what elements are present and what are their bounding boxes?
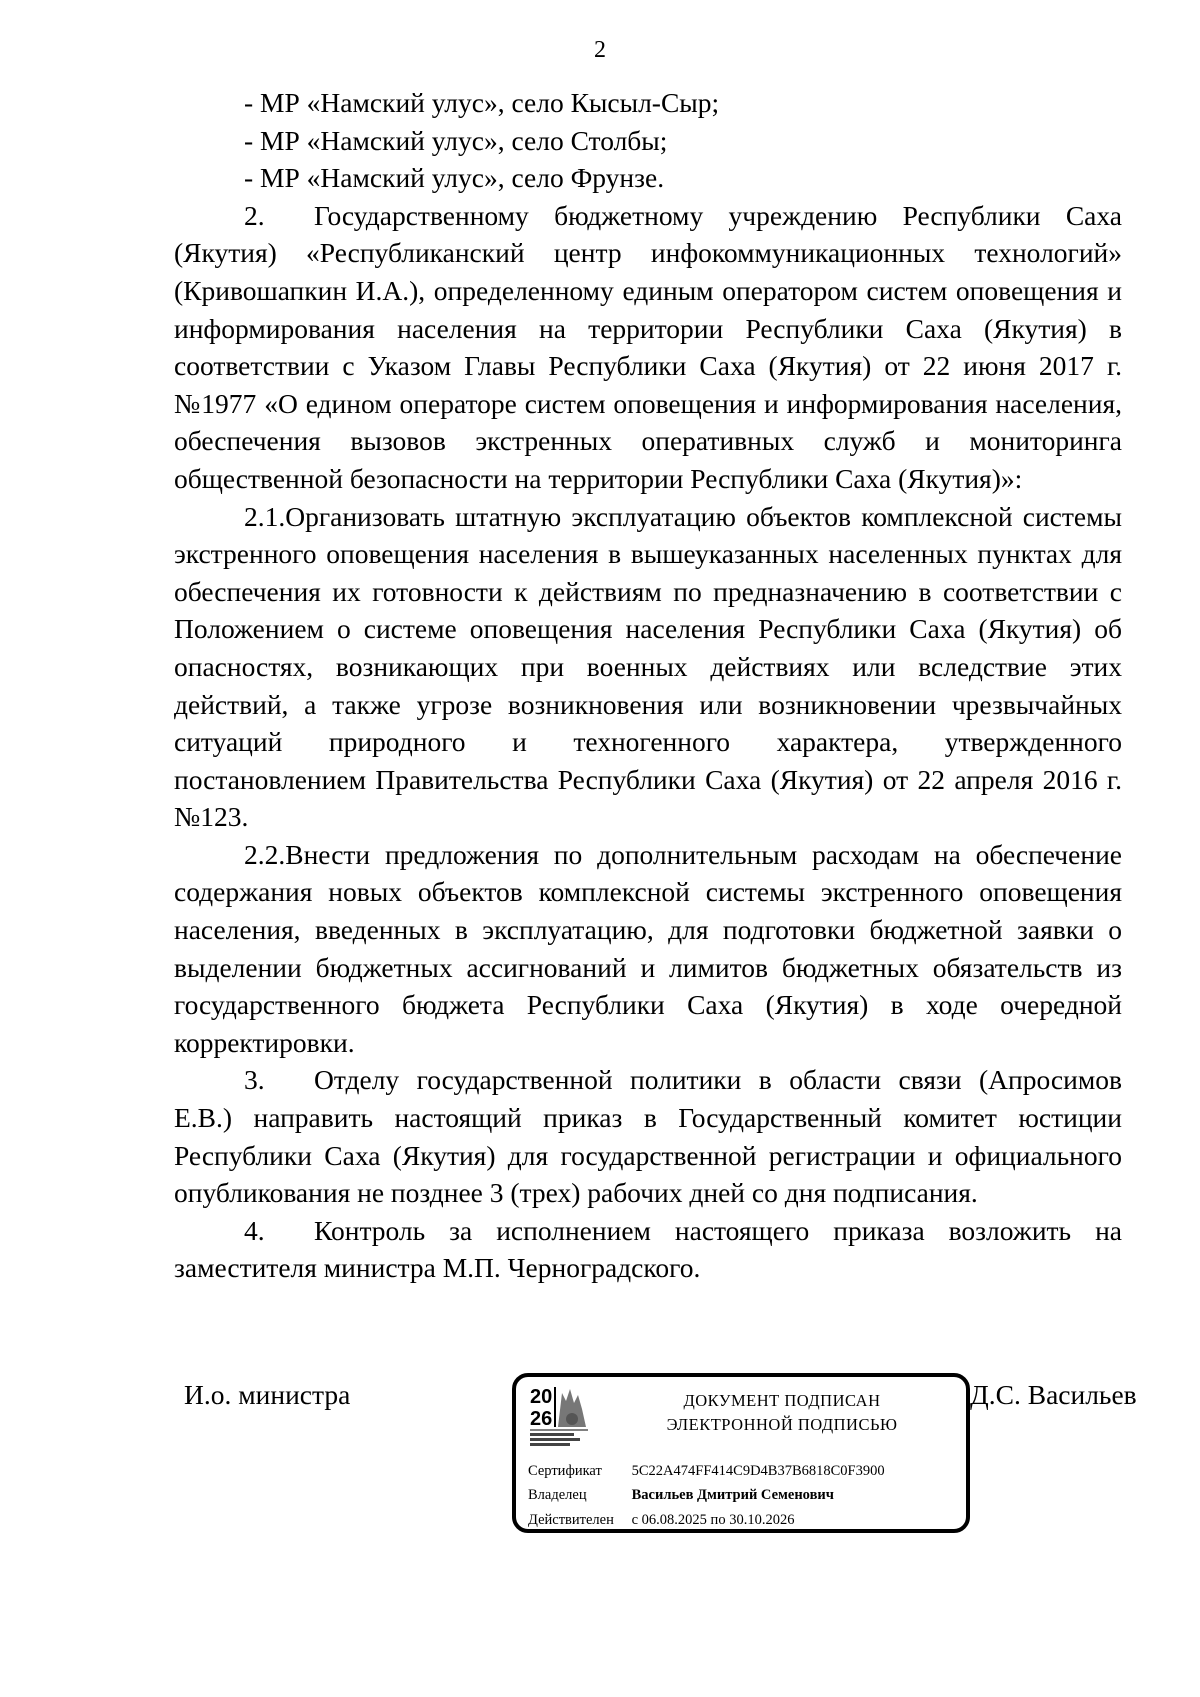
stamp-title-line: ДОКУМЕНТ ПОДПИСАН xyxy=(683,1391,881,1410)
paragraph-text: Контроль за исполнением настоящего приказа возложить на заместителя министра М.П. Черноградского. xyxy=(174,1214,1122,1284)
paragraph-number: 2.1. xyxy=(244,500,286,532)
paragraph-number: 4. xyxy=(244,1214,265,1246)
paragraph-4 xyxy=(174,1212,1122,1287)
paragraph-2-2 xyxy=(174,836,1122,1062)
list-item: - МР «Намский улус», село Кысыл-Сыр; xyxy=(244,87,720,118)
stamp-certificate-row xyxy=(528,1461,885,1481)
signer-name: Д.С. Васильев xyxy=(970,1379,1137,1410)
list-item: - МР «Намский улус», село Столбы; xyxy=(244,124,668,156)
paragraph-number: 2.2. xyxy=(244,838,286,870)
paragraph-2 xyxy=(174,197,1122,498)
paragraph-number: 3. xyxy=(244,1064,265,1096)
paragraph-text: Государственному бюджетному учреждению Республики Саха (Якутия) «Республиканский центр инфокоммуникационных технологий» (Кривошапкин И.А.), определенному единым оператором систем оповещения и информирования населения на территории Республики Саха (Якутия) в соответствии с Указом Главы Республики Саха (Якутия) от 22 июня 2017 г. №1977 «О едином операторе систем оповещения и информирования населения, обеспечения вызовов экстренных оперативных служб и мониторинга общественной безопасности на территории Республики Саха (Якутия)»: xyxy=(174,199,1122,494)
paragraph-3 xyxy=(174,1061,1122,1211)
validity-value: с 06.08.2025 по 30.10.2026 xyxy=(631,1512,795,1528)
certificate-value: 5C22A474FF414C9D4B37B6818C0F3900 xyxy=(631,1463,885,1479)
svg-text:26: 26 xyxy=(530,1408,553,1430)
paragraph-text: Внести предложения по дополнительным расходам на обеспечение содержания новых объектов комплексной системы экстренного оповещения населения, введенных в эксплуатацию, для подготовки бюджетной заявки о выделении бюджетных ассигнований и лимитов бюджетных обязательств из государственного бюджета Республики Саха (Якутия) в ходе очередной корректировки. xyxy=(174,838,1122,1058)
document-body xyxy=(174,84,1122,1287)
stamp-title-line: ЭЛЕКТРОННОЙ ПОДПИСЬЮ xyxy=(666,1415,898,1434)
paragraph-number: 2. xyxy=(244,199,265,231)
electronic-signature-stamp xyxy=(512,1373,970,1533)
certificate-label: Сертификат xyxy=(528,1463,602,1479)
paragraph-text: Организовать штатную эксплуатацию объектов комплексной системы экстренного оповещения населения в вышеуказанных населенных пунктах для обеспечения их готовности к действиям по предназначению в соответствии с Положением о системе оповещения населения Республики Саха (Якутия) об опасностях, возникающих при военных действиях или вследствие этих действий, а также угрозе возникновения или возникновении чрезвычайных ситуаций природного и техногенного характера, утвержденного постановлением Правительства Республики Саха (Якутия) от 22 апреля 2016 г. №123. xyxy=(174,500,1122,833)
stamp-title xyxy=(612,1389,952,1437)
paragraph-text: Отделу государственной политики в области связи (Апросимов Е.В.) направить настоящий приказ в Государственный комитет юстиции Республики Саха (Якутия) для государственной регистрации и официального опубликования не позднее 3 (трех) рабочих дней со дня подписания. xyxy=(174,1064,1122,1209)
stamp-validity-row xyxy=(528,1510,794,1530)
list-item: - МР «Намский улус», село Фрунзе. xyxy=(244,162,665,194)
owner-label: Владелец xyxy=(528,1487,587,1503)
stamp-owner-row xyxy=(528,1485,834,1505)
svg-text:20: 20 xyxy=(530,1386,553,1408)
validity-label: Действителен xyxy=(528,1512,614,1528)
signer-role: И.о. министра xyxy=(184,1379,351,1410)
page-number: 2 xyxy=(594,37,606,63)
paragraph-2-1 xyxy=(174,498,1122,836)
owner-value: Васильев Дмитрий Семенович xyxy=(631,1487,834,1503)
year-of-unity-logo-icon xyxy=(528,1383,590,1449)
